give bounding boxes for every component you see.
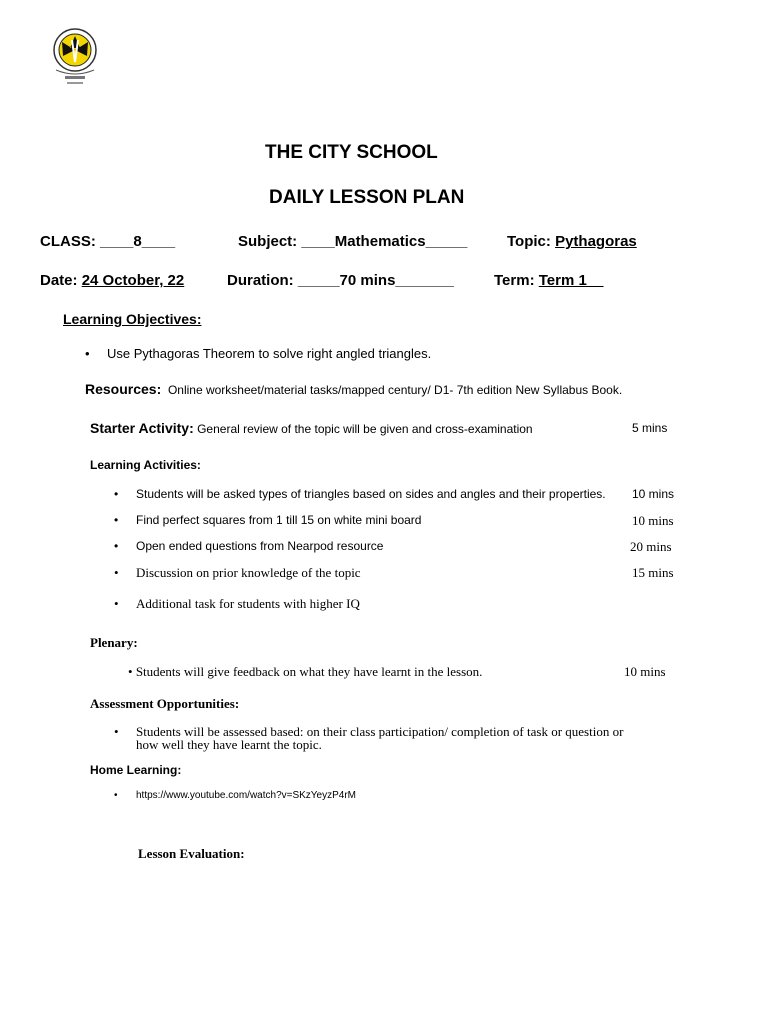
resources-line: Resources: Online worksheet/material tasks/mapped century/ D1- 7th edition New Syllabus Book. xyxy=(85,381,623,397)
activity-item: • Find perfect squares from 1 till 15 on white mini board xyxy=(136,513,421,527)
page-title: DAILY LESSON PLAN xyxy=(269,187,465,208)
activity-time: 10 mins xyxy=(632,513,674,528)
topic-field: Topic: Pythagoras xyxy=(507,233,637,250)
activity-time: 15 mins xyxy=(632,565,674,580)
plenary-text: • Students will give feedback on what they have learnt in the lesson. xyxy=(128,664,483,679)
home-heading: Home Learning: xyxy=(90,763,182,777)
plenary-heading: Plenary: xyxy=(90,635,138,650)
activity-time: 20 mins xyxy=(630,539,672,554)
activity-item: • Discussion on prior knowledge of the topic xyxy=(136,565,361,581)
starter-time: 5 mins xyxy=(632,421,668,435)
assessment-heading: Assessment Opportunities: xyxy=(90,696,240,711)
objectives-heading: Learning Objectives: xyxy=(63,311,202,327)
activity-time: 10 mins xyxy=(632,487,675,501)
plenary-time: 10 mins xyxy=(624,664,666,679)
activity-item: • Open ended questions from Nearpod resource xyxy=(136,539,383,553)
objective-item: • Use Pythagoras Theorem to solve right angled triangles. xyxy=(107,346,431,361)
school-logo xyxy=(50,26,100,94)
class-field: CLASS: ____8____ xyxy=(40,233,176,250)
assessment-text: • Students will be assessed based: on their class participation/ completion of task or question or how well they have learnt the topic. xyxy=(136,725,623,751)
term-field: Term: Term 1__ xyxy=(494,272,604,289)
starter-line: Starter Activity: General review of the topic will be given and cross-examination xyxy=(90,420,533,436)
activity-item: • Additional task for students with higher IQ xyxy=(136,596,360,612)
activity-item: • Students will be asked types of triangles based on sides and angles and their properties. xyxy=(136,487,606,501)
subject-field: Subject: ____Mathematics_____ xyxy=(238,233,468,250)
school-name: THE CITY SCHOOL xyxy=(265,142,438,163)
activities-heading: Learning Activities: xyxy=(90,458,201,472)
evaluation-heading: Lesson Evaluation: xyxy=(138,846,245,861)
home-link[interactable]: • https://www.youtube.com/watch?v=SKzYeyzP4rM xyxy=(136,790,356,801)
date-field: Date: 24 October, 22 xyxy=(40,272,185,289)
duration-field: Duration: _____70 mins_______ xyxy=(227,272,454,289)
